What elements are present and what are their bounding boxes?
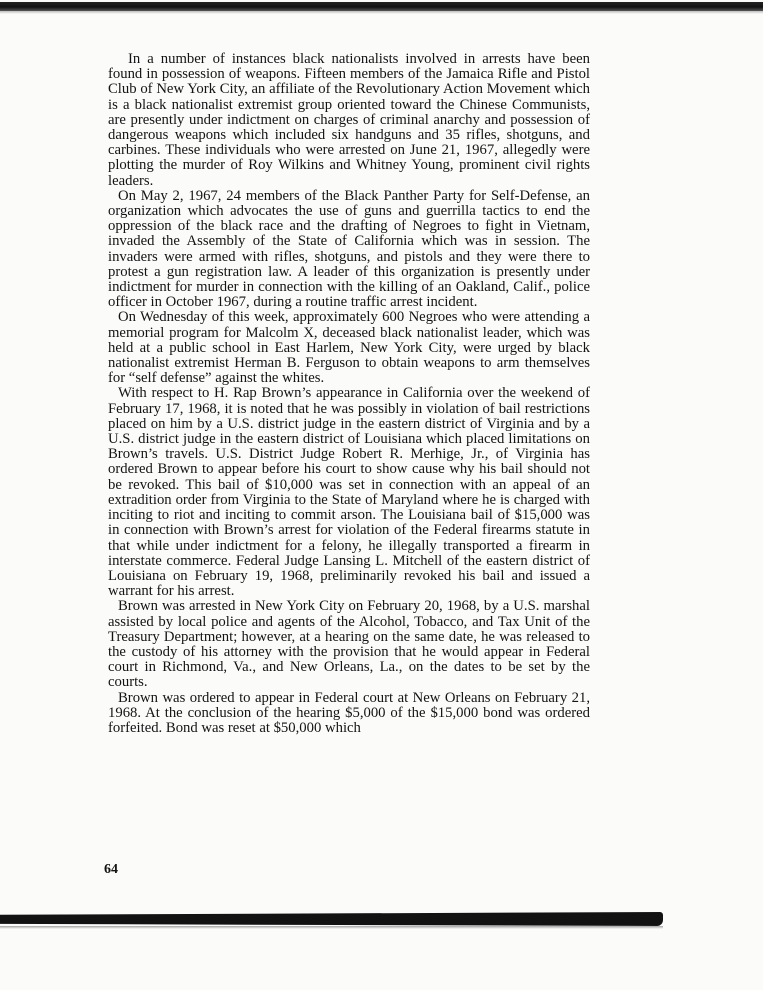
scan-shadow-bottom-fade <box>0 926 663 929</box>
paragraph-black-panther: On May 2, 1967, 24 members of the Black Panther Party for Self-Defense, an organization which advocates the use of guns and guerrilla tactics to end the oppression of the black race and the drafting of Negroes to fight in Vietnam, invaded the Assembly of the State of California which was in session. The invaders were armed with rifles, shotguns, and pistols and they were there to protest a gun registration law. A leader of this organization is presently under indictment for murder in connection with the killing of an Oakland, Calif., police officer in October 1967, during a routine traffic arrest incident. <box>108 187 590 311</box>
paragraph-brown-arrest: Brown was arrested in New York City on February 20, 1968, by a U.S. marshal assisted by local police and agents of the Alcohol, Tobacco, and Tax Unit of the Treasury Department; however, at a hearing on the same date, he was released to the custody of his attorney with the provision that he would appear in Federal court in Richmond, Va., and New Orleans, La., on the dates to be set by the courts. <box>108 598 590 691</box>
paragraph-weapons-arrests: In a number of instances black nationalists involved in arrests have been found in possession of weapons. Fifteen members of the Jamaica Rifle and Pistol Club of New York City, an affiliate of the Revolutionary Action Movement which is a black nationalist extremist group oriented toward the Chinese Communists, are presently under indictment on charges of criminal anarchy and possession of dangerous weapons which included six handguns and 35 rifles, shotguns, and carbines. These individuals who were arrested on June 21, 1967, allegedly were plotting the murder of Roy Wilkins and Whitney Young, prominent civil rights leaders. <box>108 51 590 189</box>
page-number: 64 <box>104 862 118 877</box>
scan-shadow-top <box>0 2 763 11</box>
paragraph-brown-new-orleans: Brown was ordered to appear in Federal court at New Orleans on February 21, 1968. At the conclusion of the hearing $5,000 of the $15,000 bond was ordered forfeited. Bond was reset at $50,000 which <box>108 689 590 736</box>
paragraph-malcolm-x-memorial: On Wednesday of this week, approximately 600 Negroes who were attending a memorial program for Malcolm X, deceased black nationalist leader, which was held at a public school in East Harlem, New York City, were urged by black nationalist extremist Herman B. Ferguson to obtain weapons to arm themselves for “self defense” against the whites. <box>108 309 590 387</box>
paragraph-rap-brown-california: With respect to H. Rap Brown’s appearance in California over the weekend of February 17, 1968, it is noted that he was possibly in violation of bail restrictions placed on him by a U.S. district judge in the eastern district of Virginia and by a U.S. district judge in the eastern district of Louisiana which placed limitations on Brown’s travels. U.S. District Judge Robert R. Merhige, Jr., of Virginia has ordered Brown to appear before his court to show cause why his bail should not be revoked. This bail of $10,000 was set in connection with an appeal of an extradition order from Virginia to the State of Maryland where he is charged with inciting to riot and inciting to commit arson. The Louisiana bail of $15,000 was in connection with Brown’s arrest for violation of the Federal firearms statute in that while under indictment for a felony, he illegally transported a firearm in interstate commerce. Federal Judge Lansing L. Mitchell of the eastern district of Louisiana on February 19, 1968, preliminarily revoked his bail and issued a warrant for his arrest. <box>108 385 590 600</box>
body-text <box>108 52 590 736</box>
scan-shadow-top-fade <box>0 11 763 14</box>
scan-shadow-bottom <box>0 912 663 926</box>
